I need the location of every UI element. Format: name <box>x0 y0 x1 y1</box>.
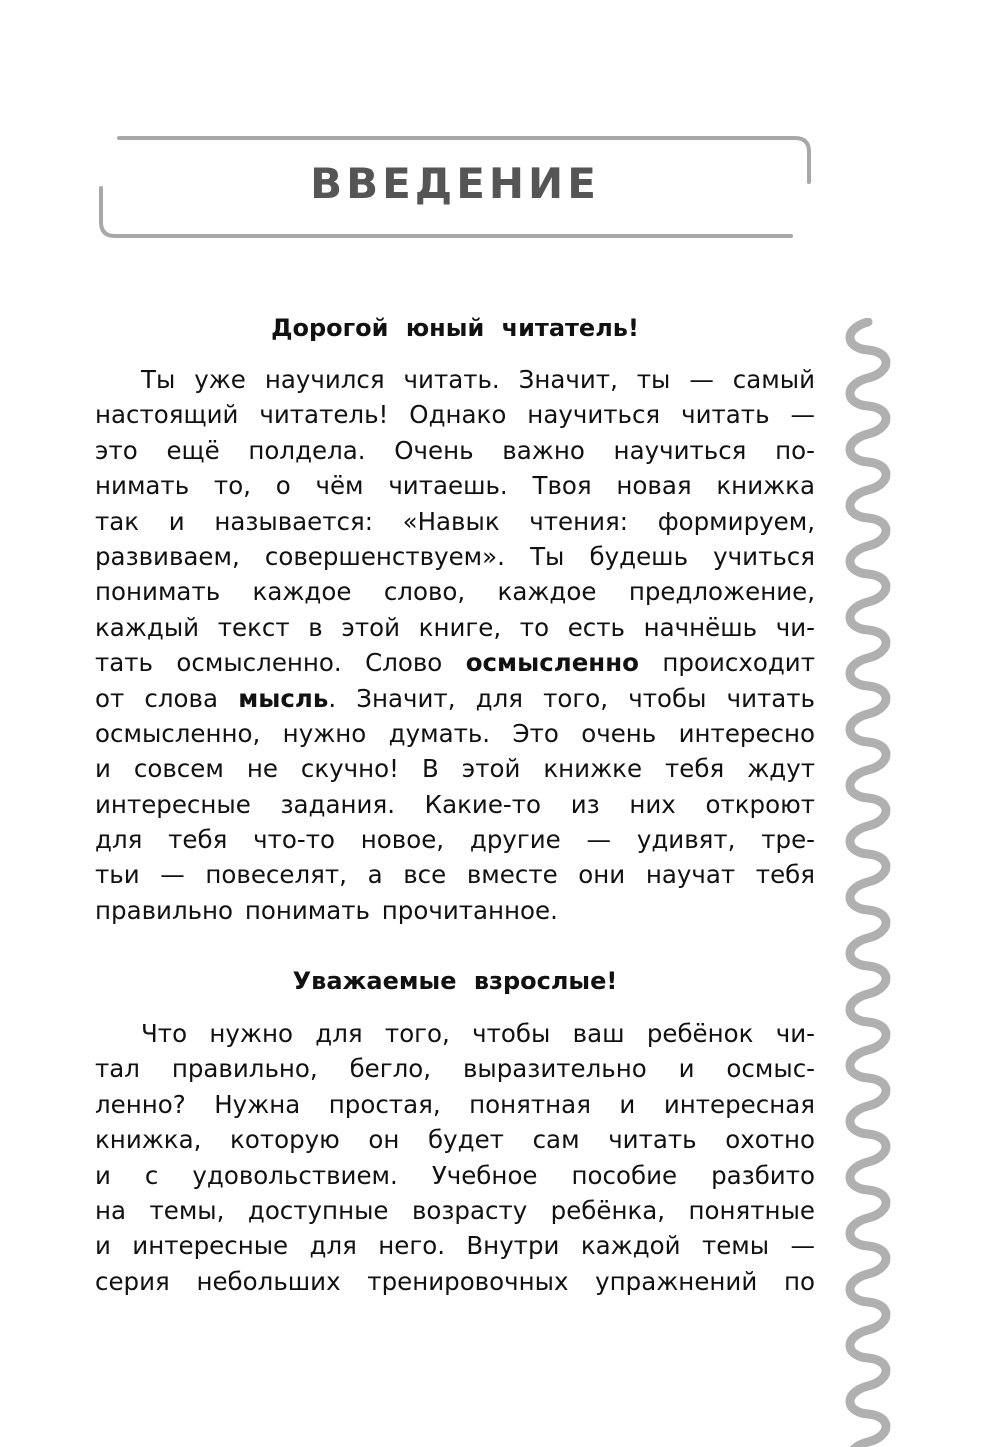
text-line <box>95 857 815 892</box>
text-line <box>95 716 815 751</box>
text-segment: тал правильно, бегло, выразительно и осмыс- <box>95 1054 815 1084</box>
text-line <box>95 787 815 822</box>
text-segment: каждый текст в этой книге, то есть начнёшь чи- <box>95 612 815 642</box>
bold-term: осмысленно <box>465 648 639 678</box>
bold-term: мысль <box>238 683 329 713</box>
text-line <box>95 681 815 716</box>
text-segment: так и называется: «Навык чтения: формируем, <box>95 506 815 536</box>
text-line <box>95 893 815 928</box>
text-line <box>95 539 815 574</box>
text-line <box>95 1193 815 1228</box>
text-segment: осмысленно, нужно думать. Это очень интересно <box>95 718 815 748</box>
text-segment: для тебя что-то новое, другие — удивят, тре- <box>95 825 815 855</box>
text-line <box>95 397 815 432</box>
text-segment: тьи — повеселят, а все вместе они научат тебя <box>95 860 815 890</box>
text-segment: развиваем, совершенствуем». Ты будешь учиться <box>95 541 815 571</box>
text-line <box>95 1051 815 1086</box>
text-segment: нимать то, о чём читаешь. Твоя новая книжка <box>95 471 815 501</box>
paragraph-adults <box>95 1016 815 1299</box>
text-segment: серия небольших тренировочных упражнений по <box>95 1266 815 1296</box>
text-line <box>95 645 815 680</box>
chapter-title: ВВЕДЕНИЕ <box>310 159 600 208</box>
text-segment: это ещё полдела. Очень важно научиться по- <box>95 435 815 465</box>
text-line <box>95 1016 815 1051</box>
paragraph-child <box>95 362 815 928</box>
text-segment: происходит <box>639 648 815 678</box>
text-line <box>95 1228 815 1263</box>
text-segment: и с удовольствием. Учебное пособие разбито <box>95 1160 815 1190</box>
text-segment: интересные задания. Какие-то из них откроют <box>95 789 815 819</box>
text-segment: и интересные для него. Внутри каждой темы — <box>95 1231 815 1261</box>
text-segment: понимать каждое слово, каждое предложение, <box>95 577 815 607</box>
text-segment: от слова <box>95 683 239 713</box>
text-line <box>95 433 815 468</box>
text-segment: на темы, доступные возрасту ребёнка, понятные <box>95 1195 815 1225</box>
text-line <box>95 1087 815 1122</box>
text-line <box>95 822 815 857</box>
text-line <box>95 362 815 397</box>
text-segment: и совсем не скучно! В этой книжке тебя ждут <box>95 754 815 784</box>
text-line <box>95 504 815 539</box>
text-line <box>95 468 815 503</box>
wave-path <box>850 322 886 1447</box>
text-segment: Что нужно для того, чтобы ваш ребёнок чи- <box>141 1019 815 1048</box>
text-line <box>95 574 815 609</box>
text-segment: правильно понимать прочитанное. <box>95 895 558 925</box>
text-line <box>95 610 815 645</box>
chapter-title-frame <box>99 136 811 238</box>
text-segment: настоящий читатель! Однако научиться читать — <box>95 400 815 430</box>
text-line <box>95 1122 815 1157</box>
text-segment: Ты уже научился читать. Значит, ты — самый <box>141 365 815 394</box>
wave-border-decoration-icon <box>838 318 898 1447</box>
text-segment: тать осмысленно. Слово <box>95 648 466 678</box>
text-segment: ленно? Нужна простая, понятная и интересная <box>95 1089 815 1119</box>
text-segment: книжка, которую он будет сам читать охотно <box>95 1125 815 1155</box>
text-segment: . Значит, для того, чтобы читать <box>328 683 815 713</box>
text-line <box>95 751 815 786</box>
text-line <box>95 1264 815 1299</box>
text-line <box>95 1158 815 1193</box>
section-heading-child: Дорогой юный читатель! <box>271 314 639 342</box>
section-heading-adults: Уважаемые взрослые! <box>292 967 618 995</box>
